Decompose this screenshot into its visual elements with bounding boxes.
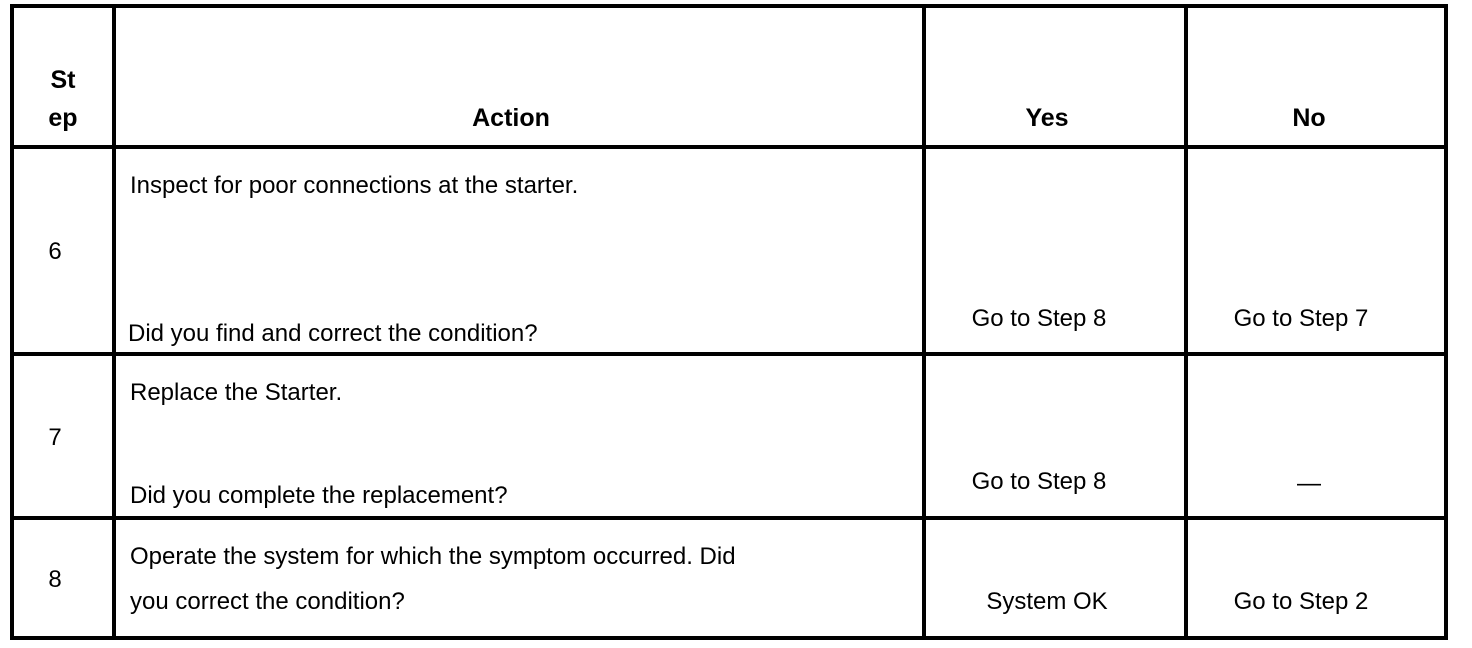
table-border-left: [10, 4, 14, 640]
header-yes: Yes: [1025, 104, 1069, 132]
row-step-6: 6: [48, 238, 62, 265]
row-action-instruction: Operate the system for which the symptom occurred. Did: [130, 543, 736, 570]
table-border-top: [10, 4, 1448, 8]
column-divider-step: [112, 4, 116, 640]
header-divider: [10, 145, 1448, 149]
row-divider-2: [10, 516, 1448, 520]
header-no: No: [1292, 104, 1326, 132]
header-action: Action: [472, 104, 550, 132]
row-yes-result: Go to Step 8: [971, 305, 1107, 332]
row-action-question: you correct the condition?: [130, 588, 405, 615]
row-no-result: Go to Step 2: [1233, 588, 1369, 615]
row-action-question: Did you complete the replacement?: [130, 482, 508, 509]
header-step-line2: ep: [48, 104, 78, 132]
row-step-7: 7: [48, 424, 62, 451]
table-border-bottom: [10, 636, 1448, 640]
header-step-line1: St: [50, 66, 76, 94]
row-yes-result: Go to Step 8: [971, 468, 1107, 495]
row-step-8: 8: [48, 566, 62, 593]
row-divider-1: [10, 352, 1448, 356]
row-action-instruction: Inspect for poor connections at the starter.: [130, 172, 579, 199]
row-action-question: Did you find and correct the condition?: [128, 320, 538, 347]
row-no-result: Go to Step 7: [1233, 305, 1369, 332]
row-no-result: —: [1297, 470, 1321, 497]
table-border-right: [1444, 4, 1448, 640]
row-action-instruction: Replace the Starter.: [130, 379, 343, 406]
row-yes-result: System OK: [986, 588, 1108, 615]
